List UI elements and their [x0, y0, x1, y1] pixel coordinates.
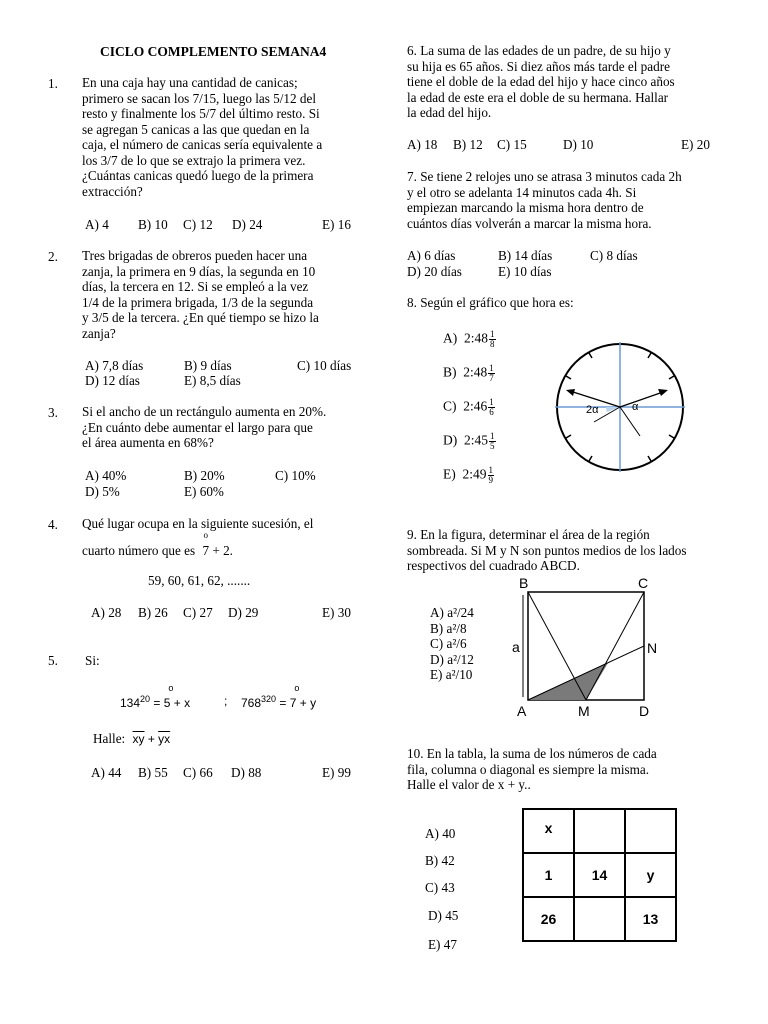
- option-a: A) 44: [91, 765, 122, 780]
- question-4-line1: Qué lugar ocupa en la siguiente sucesión, el: [82, 516, 314, 531]
- option-value: 2:46: [463, 398, 488, 414]
- numerator: 1: [490, 431, 495, 441]
- fraction: [488, 364, 495, 383]
- overmark: o: [294, 683, 300, 693]
- option-d: D) 88: [231, 765, 262, 780]
- equation-2: [241, 683, 317, 710]
- tick: [589, 353, 592, 358]
- table-cell: 13: [625, 897, 676, 941]
- question-number: 2.: [48, 249, 58, 264]
- table-row: [523, 897, 676, 941]
- option-d: D) 24: [232, 217, 263, 232]
- text-line: ¿Cuántas canicas quedó luego de la primera: [82, 168, 314, 183]
- table-cell: x: [523, 809, 574, 853]
- option-d: D) 20 días: [407, 264, 462, 279]
- option-b: B) 42: [425, 853, 455, 868]
- fraction: [489, 330, 496, 349]
- plus-sign: +: [147, 732, 155, 746]
- text-line: los 3/7 de lo que se extrajo la primera vez.: [82, 152, 306, 168]
- text-line: Tres brigadas de obreros pueden hacer una: [82, 248, 308, 263]
- table-cell: 1: [523, 853, 574, 897]
- question-1-text: [82, 75, 362, 199]
- option-d: D) 12 días: [85, 373, 140, 388]
- question-7-text: [407, 169, 721, 231]
- line-bm: [528, 592, 586, 700]
- line-cm: [586, 592, 644, 700]
- numerator: 1: [490, 329, 495, 339]
- clock-diagram: [550, 340, 690, 475]
- multiple-of-seven: [202, 530, 210, 559]
- option-c: C) 27: [183, 605, 213, 620]
- denominator: 7: [489, 373, 494, 383]
- option-d: D) 29: [228, 605, 259, 620]
- text-line: tiene el doble de la edad del hijo y hace cinco años: [407, 74, 675, 89]
- hour-hand: [620, 392, 663, 407]
- text-line: la edad de este era el doble de su hermana. Hallar: [407, 89, 669, 105]
- text-fragment: cuarto número que es: [82, 543, 196, 558]
- text-fragment: + 2.: [212, 543, 233, 558]
- overmark: o: [203, 530, 208, 540]
- sequence: 59, 60, 61, 62, .......: [148, 573, 251, 588]
- option-e: E) 20: [681, 137, 710, 152]
- option-d: D) 45: [428, 908, 459, 923]
- text-fragment: = 7 + y: [279, 696, 317, 710]
- option-b: B) 20%: [184, 468, 225, 483]
- question-number: 4.: [48, 517, 58, 532]
- exponent: 320: [261, 694, 277, 704]
- option-e: E) 60%: [184, 484, 224, 499]
- option-a: A) 40: [425, 826, 456, 841]
- equation-1: [120, 683, 191, 710]
- option-a: A) 7,8 días: [85, 358, 144, 373]
- tick: [669, 435, 674, 438]
- exponent: 20: [140, 694, 151, 704]
- text-line: zanja?: [82, 325, 116, 341]
- table-cell: [574, 809, 625, 853]
- option-e: E) 47: [428, 937, 457, 952]
- denominator: 9: [488, 475, 494, 485]
- text-line: respectivos del cuadrado ABCD.: [407, 558, 580, 573]
- option-b: [443, 364, 495, 383]
- text-line: Halle el valor de x + y..: [407, 777, 531, 792]
- option-c: C) a²/6: [430, 636, 467, 651]
- page-title: CICLO COMPLEMENTO SEMANA4: [100, 44, 327, 59]
- option-b: B) 10: [138, 217, 168, 232]
- midpoint-label-m: M: [578, 703, 590, 719]
- angle-label-a: α: [632, 401, 639, 413]
- text-line: 1/4 de la primera brigada, 1/3 de la segunda: [82, 294, 314, 310]
- fraction: [489, 432, 496, 451]
- question-9-text: [407, 527, 721, 574]
- option-b: B) 14 días: [498, 248, 553, 263]
- question-10-text: [407, 746, 721, 793]
- text-line: 7. Se tiene 2 relojes uno se atrasa 3 minutos cada 2h: [407, 169, 682, 184]
- text-line: 10. En la tabla, la suma de los números de cada: [407, 746, 657, 761]
- vertex-label-c: C: [638, 575, 649, 591]
- option-e: E) 30: [322, 605, 351, 620]
- text-line: caja, el número de canicas sería equivalente a: [82, 137, 323, 152]
- table-cell: y: [625, 853, 676, 897]
- table-row: [523, 809, 676, 853]
- midpoint-label-n: N: [647, 640, 658, 656]
- text-line: 6. La suma de las edades de un padre, de su hijo y: [407, 43, 671, 58]
- text-fragment: = 5 + x: [153, 696, 191, 710]
- option-a: A) 6 días: [407, 248, 456, 263]
- option-b: B) 9 días: [184, 358, 232, 373]
- question-6-text: [407, 43, 721, 121]
- option-a: A) 40%: [85, 468, 127, 483]
- question-3-text: [82, 404, 362, 451]
- text-line: el área aumenta en 68%?: [82, 435, 214, 450]
- option-c: [443, 398, 495, 417]
- option-c: C) 12: [183, 217, 213, 232]
- option-a: A) 28: [91, 605, 122, 620]
- tick: [648, 353, 651, 358]
- text-line: fila, columna o diagonal es siempre la misma.: [407, 761, 650, 777]
- text-fragment: 768: [241, 696, 262, 710]
- option-label: C): [443, 398, 457, 414]
- question-number: 1.: [48, 76, 58, 91]
- magic-square-table: [522, 808, 677, 942]
- overline-yx: $\overline{yx}$: [158, 732, 171, 746]
- text-line: 9. En la figura, determinar el área de la región: [407, 527, 650, 542]
- fraction: [488, 398, 495, 417]
- text-line: ¿En cuánto debe aumentar el largo para que: [82, 419, 313, 435]
- separator: ;: [224, 694, 228, 708]
- table-cell: [574, 897, 625, 941]
- tick: [648, 456, 651, 461]
- text-line: sombreada. Si M y N son puntos medios de los lados: [407, 542, 687, 558]
- halle-expression: [93, 731, 170, 747]
- option-c: C) 8 días: [590, 248, 638, 263]
- option-value: 2:48: [464, 330, 489, 346]
- text-line: zanja, la primera en 9 días, la segunda en 10: [82, 263, 316, 279]
- vertex-label-d: D: [639, 703, 650, 719]
- option-a: A) 18: [407, 137, 438, 152]
- overline-xy: $\overline{xy}$: [132, 732, 145, 746]
- question-number: 3.: [48, 405, 58, 420]
- text-line: Si el ancho de un rectángulo aumenta en 20%.: [82, 404, 327, 419]
- option-e: [443, 466, 494, 485]
- denominator: 6: [489, 407, 494, 417]
- text-line: su hija es 65 años. Si diez años más tarde el padre: [407, 58, 670, 74]
- numerator: 1: [489, 363, 494, 373]
- text-fragment: 7: [202, 543, 210, 558]
- numerator: 1: [488, 465, 494, 475]
- text-line: días, la tercera en 12. Si se empleó a la vez: [82, 279, 309, 294]
- option-c: C) 43: [425, 880, 455, 895]
- denominator: 8: [490, 339, 495, 349]
- option-value: 2:45: [464, 432, 489, 448]
- text-line: resto y finalmente los 5/7 del último resto. Si: [82, 106, 320, 121]
- option-label: A): [443, 330, 458, 346]
- numerator: 1: [489, 397, 494, 407]
- option-e: E) 8,5 días: [184, 373, 241, 388]
- option-e: E) 99: [322, 765, 351, 780]
- fraction: [488, 466, 495, 485]
- option-a: A) a²/24: [430, 605, 474, 620]
- question-5-intro: Si:: [85, 653, 100, 668]
- option-b: B) 55: [138, 765, 168, 780]
- tick: [669, 376, 674, 379]
- text-line: empiezan marcando la misma hora dentro de: [407, 200, 644, 215]
- table-cell: 26: [523, 897, 574, 941]
- option-label: B): [443, 364, 457, 380]
- option-label: D): [443, 432, 458, 448]
- text-line: y el otro se adelanta 14 minutos cada 4h. Si: [407, 184, 637, 200]
- vertex-label-a: A: [517, 703, 527, 719]
- tick: [566, 435, 571, 438]
- table-cell: 14: [574, 853, 625, 897]
- option-value: 2:49: [462, 466, 487, 482]
- rhs: [279, 683, 317, 710]
- option-d: D) a²/12: [430, 651, 474, 667]
- option-e: E) 10 días: [498, 264, 552, 279]
- option-label: E): [443, 466, 456, 482]
- text-line: se agregan 5 canicas a las que quedan en la: [82, 121, 310, 137]
- option-b: B) 12: [453, 137, 483, 152]
- text-line: la edad del hijo.: [407, 105, 492, 120]
- option-e: E) 16: [322, 217, 351, 232]
- tick: [566, 376, 571, 379]
- option-a: A) 4: [85, 217, 109, 232]
- option-d: D) 10: [563, 137, 594, 152]
- option-e: E) a²/10: [430, 667, 473, 682]
- text-line: En una caja hay una cantidad de canicas;: [82, 75, 298, 90]
- question-9-options: [430, 605, 474, 683]
- question-8-text: 8. Según el gráfico que hora es:: [407, 295, 574, 310]
- angle-label-2a: 2α: [586, 404, 599, 416]
- option-b: B) 26: [138, 605, 168, 620]
- option-b: B) a²/8: [430, 620, 467, 636]
- option-c: C) 10%: [275, 468, 316, 483]
- tick: [589, 456, 592, 461]
- option-value: 2:48: [463, 364, 488, 380]
- side-label-a: a: [512, 639, 520, 655]
- option-a: [443, 330, 496, 349]
- text-fragment: Halle:: [93, 731, 126, 746]
- text-line: primero se sacan los 7/15, luego las 5/12 del: [82, 90, 317, 106]
- minute-arrow: [566, 389, 575, 396]
- question-2-text: [82, 248, 362, 341]
- question-number: 5.: [48, 653, 58, 668]
- table-row: [523, 853, 676, 897]
- option-c: C) 10 días: [297, 358, 352, 373]
- square-diagram: [508, 573, 668, 723]
- overmark: o: [168, 683, 174, 693]
- option-c: C) 15: [497, 137, 527, 152]
- text-line: extracción?: [82, 183, 143, 199]
- table-cell: [625, 809, 676, 853]
- text-fragment: 134: [120, 696, 141, 710]
- option-d: [443, 432, 496, 451]
- option-c: C) 66: [183, 765, 213, 780]
- denominator: 5: [490, 441, 495, 451]
- text-line: y 3/5 de la tercera. ¿En qué tiempo se hizo la: [82, 310, 319, 325]
- hour-arrow: [658, 389, 668, 396]
- vertex-label-b: B: [519, 575, 529, 591]
- question-4-line2: [82, 530, 233, 559]
- rhs: [153, 683, 191, 710]
- text-line: cuántos días volverán a marcar la misma hora.: [407, 215, 652, 231]
- option-d: D) 5%: [85, 484, 120, 499]
